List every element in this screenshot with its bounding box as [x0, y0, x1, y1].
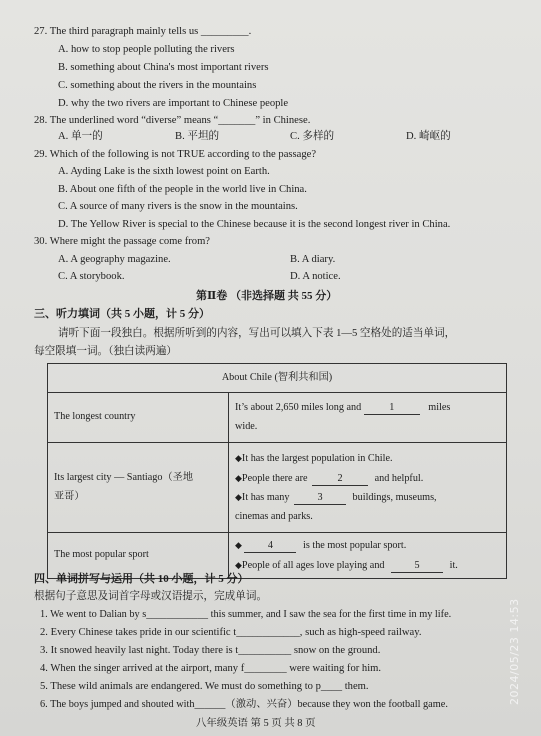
sentence-5: 5. These wild animals are endangered. We must do something to p____ them.	[40, 681, 369, 692]
page-footer: 八年级英语 第 5 页 共 8 页	[196, 718, 316, 729]
city-fact-4: cinemas and parks.	[235, 510, 313, 522]
chile-info-table	[47, 363, 507, 579]
sentence-4: 4. When the singer arrived at the airport, many f________ were waiting for him.	[40, 663, 382, 674]
question-30-stem: 30. Where might the passage come from?	[34, 236, 211, 247]
question-29-option-c: C. A source of many rivers is the snow in the mountains.	[58, 201, 298, 212]
city-fact-1: It has the largest population in Chile.	[241, 453, 393, 464]
section-4-title: 四、单词拼写与运用（共 10 小题，计 5 分）	[34, 573, 249, 585]
question-30-option-b: B. A diary.	[290, 254, 336, 265]
question-30-option-c: C. A storybook.	[58, 271, 125, 282]
question-28-option-a: A. 单一的	[58, 131, 103, 142]
sentence-1: 1. We went to Dalian by s____________ this summer, and I saw the sea for the first time in my life.	[40, 609, 452, 620]
question-29-option-a: A. Ayding Lake is the sixth lowest point on Earth.	[58, 166, 270, 177]
largest-city-label-line2: 亚哥）	[54, 490, 85, 502]
question-27-option-d: D. why the two rivers are important to Chinese people	[58, 98, 289, 109]
answer-blank-2[interactable]: 2	[312, 473, 368, 486]
answer-blank-4[interactable]: 4	[244, 540, 296, 553]
diamond-bullet-icon: ◆	[235, 559, 242, 570]
sport-fact-1: is the most popular sport.	[303, 540, 407, 551]
question-27-option-c: C. something about the rivers in the mountains	[58, 80, 257, 91]
sport-fact-2a: People of all ages love playing and	[241, 559, 385, 571]
photo-timestamp: 2024/05/23 14:53	[508, 598, 521, 705]
question-27-stem: 27. The third paragraph mainly tells us _________.	[34, 26, 252, 37]
question-29-option-b: B. About one fifth of the people in the world live in China.	[58, 184, 307, 195]
row-largest-city-label	[48, 443, 229, 533]
city-fact-2b: and helpful.	[374, 472, 424, 484]
question-29-option-d: D. The Yellow River is special to the Chinese because it is the second longest river in China.	[58, 219, 451, 230]
section-3-instruction-line2: 每空限填一词。（独白读两遍）	[34, 346, 178, 357]
sport-fact-2b: it.	[449, 559, 458, 571]
question-27-option-b: B. something about China's most important rivers	[58, 62, 269, 73]
section-3-instruction-line1: 请听下面一段独白。根据所听到的内容，写出可以填入下表 1—5 空格处的适当单词，	[58, 328, 456, 339]
sentence-3: 3. It snowed heavily last night. Today there is t__________ snow on the ground.	[40, 645, 381, 656]
row1-text-wide: wide.	[235, 420, 258, 432]
largest-city-label-line1: Its largest city — Santiago（圣地	[54, 472, 194, 483]
city-fact-3b: buildings, museums,	[352, 492, 437, 503]
city-fact-3a: It has many	[241, 492, 290, 503]
question-27-option-a: A. how to stop people polluting the rivers	[58, 44, 235, 55]
section-3-title: 三、听力填词（共 5 小题，计 5 分）	[34, 308, 210, 320]
diamond-bullet-icon: ◆	[235, 540, 242, 550]
section-4-instruction: 根据句子意思及词首字母或汉语提示，完成单词。	[34, 591, 268, 602]
answer-blank-1[interactable]: 1	[364, 402, 420, 415]
row1-unit: miles	[428, 402, 451, 413]
row-popular-sport-content	[229, 533, 507, 579]
question-28-stem: 28. The underlined word “diverse” means “_______” in Chinese.	[34, 115, 311, 126]
question-30-option-a: A. A geography magazine.	[58, 254, 171, 265]
row-longest-country-label: The longest country	[48, 393, 229, 443]
row-largest-city-content	[229, 443, 507, 533]
row-popular-sport-label: The most popular sport	[48, 533, 229, 579]
row1-text: It’s about 2,650 miles long and	[235, 402, 362, 413]
city-fact-2a: People there are	[241, 472, 308, 484]
question-30-option-d: D. A notice.	[290, 271, 341, 282]
sentence-2: 2. Every Chinese takes pride in our scientific t____________, such as high-speed railway.	[40, 627, 422, 638]
question-29-stem: 29. Which of the following is not TRUE according to the passage?	[34, 149, 317, 160]
question-28-option-d: D. 崎岖的	[406, 131, 451, 142]
answer-blank-5[interactable]: 5	[391, 560, 443, 573]
table-title: About Chile (智利共和国)	[48, 364, 507, 393]
diamond-bullet-icon: ◆	[235, 453, 242, 463]
row-longest-country-content	[229, 393, 507, 443]
diamond-bullet-icon: ◆	[235, 472, 242, 483]
volume-2-title: 第Ⅱ卷 （非选择题 共 55 分）	[196, 290, 338, 302]
answer-blank-3[interactable]: 3	[294, 492, 346, 505]
question-28-option-b: B. 平坦的	[175, 131, 220, 142]
question-28-option-c: C. 多样的	[290, 131, 335, 142]
sentence-6: 6. The boys jumped and shouted with______（激动、兴奋）because they won the football game.	[40, 699, 448, 710]
diamond-bullet-icon: ◆	[235, 492, 242, 502]
